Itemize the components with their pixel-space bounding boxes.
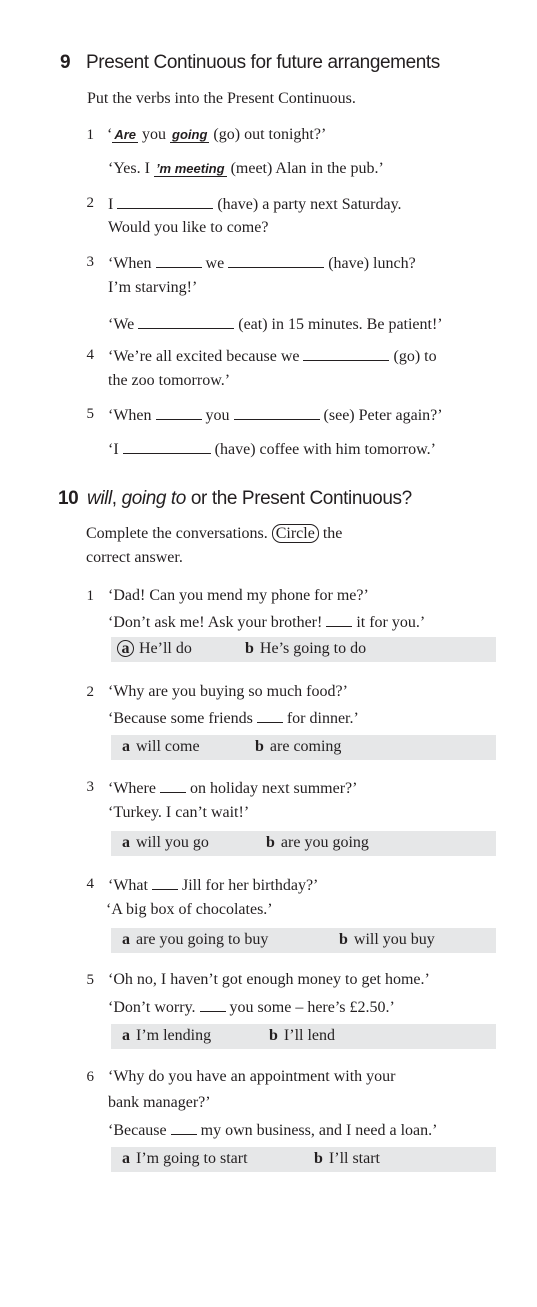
item-line: ‘Turkey. I can’t wait!’	[108, 804, 250, 821]
item-text: ‘What	[108, 877, 148, 894]
option-letter: b	[245, 640, 254, 657]
exercise-9-instruction: Put the verbs into the Present Continuous.	[87, 90, 356, 107]
answer-blank	[171, 1120, 197, 1135]
item-text: ‘Don’t worry.	[108, 999, 196, 1016]
option-letter: b	[255, 738, 264, 755]
item-number: 1	[86, 588, 94, 604]
option-text: will you go	[136, 834, 209, 851]
item-line: ‘Dad! Can you mend my phone for me?’	[108, 587, 369, 604]
option-b[interactable]	[245, 640, 366, 658]
option-text: I’ll start	[328, 1150, 380, 1167]
instruction-text: Complete the conversations.	[86, 525, 268, 542]
answer-blank[interactable]	[228, 253, 324, 268]
item-number: 2	[86, 684, 94, 700]
option-text: I’ll lend	[283, 1027, 335, 1044]
option-text: will come	[136, 738, 200, 755]
item-text: you some – here’s £2.50.’	[229, 999, 395, 1016]
option-a[interactable]	[122, 931, 268, 949]
options-bar	[111, 1024, 496, 1049]
item-line: I’m starving!’	[108, 279, 198, 296]
option-text: He’s going to do	[259, 640, 367, 657]
item-text: (meet) Alan in the pub.’	[230, 160, 384, 177]
exercise-10-instruction-line-2: correct answer.	[86, 549, 183, 566]
option-a[interactable]	[122, 834, 209, 852]
option-text: I’m lending	[136, 1027, 212, 1044]
answer-blank	[152, 875, 178, 890]
item-line	[108, 314, 443, 334]
option-text: will you buy	[353, 931, 435, 948]
option-letter: a	[122, 1027, 130, 1044]
item-text: ‘When	[108, 407, 152, 424]
answer-blank[interactable]	[138, 314, 234, 329]
item-text: (eat) in 15 minutes. Be patient!’	[238, 316, 443, 333]
item-number: 3	[86, 254, 94, 270]
item-line: the zoo tomorrow.’	[108, 372, 231, 389]
option-b[interactable]	[314, 1150, 380, 1168]
option-letter: a	[122, 1150, 130, 1167]
option-letter: a	[122, 931, 130, 948]
item-text: ‘Yes. I	[108, 160, 150, 177]
option-text: I’m going to start	[136, 1150, 248, 1167]
option-letter: b	[269, 1027, 278, 1044]
option-b[interactable]	[269, 1027, 335, 1045]
item-line: ‘Why are you buying so much food?’	[108, 683, 348, 700]
item-line	[108, 160, 384, 178]
option-a[interactable]	[117, 640, 192, 658]
exercise-10-instruction	[86, 525, 342, 543]
item-line: ‘Oh no, I haven’t got enough money to get home.’	[108, 971, 430, 988]
instruction-text: the	[322, 525, 343, 542]
item-line	[108, 194, 402, 214]
option-letter: a	[122, 738, 130, 755]
item-text: (have) a party next Saturday.	[217, 196, 402, 213]
answer-blank[interactable]	[117, 194, 213, 209]
options-bar	[111, 735, 496, 760]
item-text: ‘Because some friends	[108, 710, 253, 727]
answer-blank[interactable]	[156, 405, 202, 420]
item-text: ‘Where	[108, 780, 156, 797]
item-text: you	[205, 407, 230, 424]
item-line	[108, 405, 443, 425]
filled-answer: Are	[114, 127, 137, 142]
item-text: for dinner.’	[286, 710, 359, 727]
option-a[interactable]	[122, 738, 200, 756]
item-number: 2	[86, 195, 94, 211]
circle-word: Circle	[272, 524, 319, 543]
exercise-9-title: Present Continuous for future arrangements	[86, 52, 440, 73]
filled-answer: going	[172, 127, 208, 142]
options-bar	[111, 1147, 496, 1172]
item-text: (have) lunch?	[328, 255, 416, 272]
item-text: (have) coffee with him tomorrow.’	[214, 441, 436, 458]
option-text: He’ll do	[139, 640, 192, 657]
item-line	[108, 875, 318, 895]
item-number: 5	[86, 972, 94, 988]
item-number: 3	[86, 779, 94, 795]
title-part: will	[87, 488, 112, 509]
item-text: on holiday next summer?’	[189, 780, 358, 797]
item-text: ‘We	[108, 316, 135, 333]
item-text: (go) to	[393, 348, 437, 365]
item-line	[107, 126, 326, 144]
answer-blank	[326, 612, 352, 627]
item-number: 5	[86, 406, 94, 422]
item-text: ‘I	[108, 441, 119, 458]
item-text: ‘	[107, 126, 113, 143]
item-line	[108, 1120, 437, 1140]
item-line	[108, 708, 359, 728]
option-text: are you going	[280, 834, 369, 851]
item-text: Jill for her birthday?’	[181, 877, 319, 894]
option-letter: b	[266, 834, 275, 851]
option-b[interactable]	[339, 931, 435, 949]
answer-blank[interactable]	[156, 253, 202, 268]
option-a[interactable]	[122, 1150, 248, 1168]
title-part: or the Present Continuous?	[185, 488, 412, 509]
answer-blank	[160, 778, 186, 793]
options-bar	[111, 831, 496, 856]
filled-answer: ’m meeting	[155, 161, 225, 176]
item-number: 4	[86, 347, 94, 363]
selected-option-circle: a	[117, 640, 134, 657]
answer-blank[interactable]	[303, 346, 389, 361]
exercise-9-number: 9	[60, 52, 71, 73]
item-line	[108, 253, 416, 273]
item-number: 1	[86, 127, 94, 143]
option-text: are you going to buy	[136, 931, 269, 948]
exercise-10-number: 10	[58, 488, 79, 509]
item-line	[108, 612, 425, 632]
item-text: you	[142, 126, 167, 143]
item-line: bank manager?’	[108, 1094, 211, 1111]
option-b[interactable]	[255, 738, 341, 756]
item-text: my own business, and I need a loan.’	[200, 1122, 438, 1139]
option-letter: a	[122, 834, 130, 851]
answer-blank	[200, 997, 226, 1012]
options-bar	[111, 928, 496, 953]
options-bar	[111, 637, 496, 662]
exercise-10-title	[87, 488, 412, 510]
title-part: ,	[111, 488, 122, 509]
item-text: I	[108, 196, 114, 213]
item-line	[108, 997, 395, 1017]
item-number: 4	[86, 876, 94, 892]
item-line	[108, 439, 436, 459]
item-text: (see) Peter again?’	[323, 407, 443, 424]
item-text: ‘We’re all excited because we	[108, 348, 300, 365]
title-part: going to	[121, 488, 186, 509]
item-text: ‘Don’t ask me! Ask your brother!	[108, 614, 323, 631]
item-number: 6	[86, 1069, 94, 1085]
option-a[interactable]	[122, 1027, 211, 1045]
item-text: ‘Because	[108, 1122, 167, 1139]
item-text: we	[205, 255, 225, 272]
item-line: ‘Why do you have an appointment with your	[108, 1068, 396, 1085]
item-text: it for you.’	[356, 614, 426, 631]
option-letter: b	[314, 1150, 323, 1167]
option-text: are coming	[269, 738, 342, 755]
item-line	[108, 346, 437, 366]
answer-blank[interactable]	[234, 405, 320, 420]
option-letter: b	[339, 931, 348, 948]
item-line: Would you like to come?	[108, 219, 269, 236]
item-text: (go) out tonight?’	[213, 126, 327, 143]
item-line	[108, 778, 357, 798]
item-line: ‘A big box of chocolates.’	[106, 901, 273, 918]
answer-blank	[257, 708, 283, 723]
option-b[interactable]	[266, 834, 369, 852]
answer-blank[interactable]	[123, 439, 211, 454]
item-text: ‘When	[108, 255, 152, 272]
